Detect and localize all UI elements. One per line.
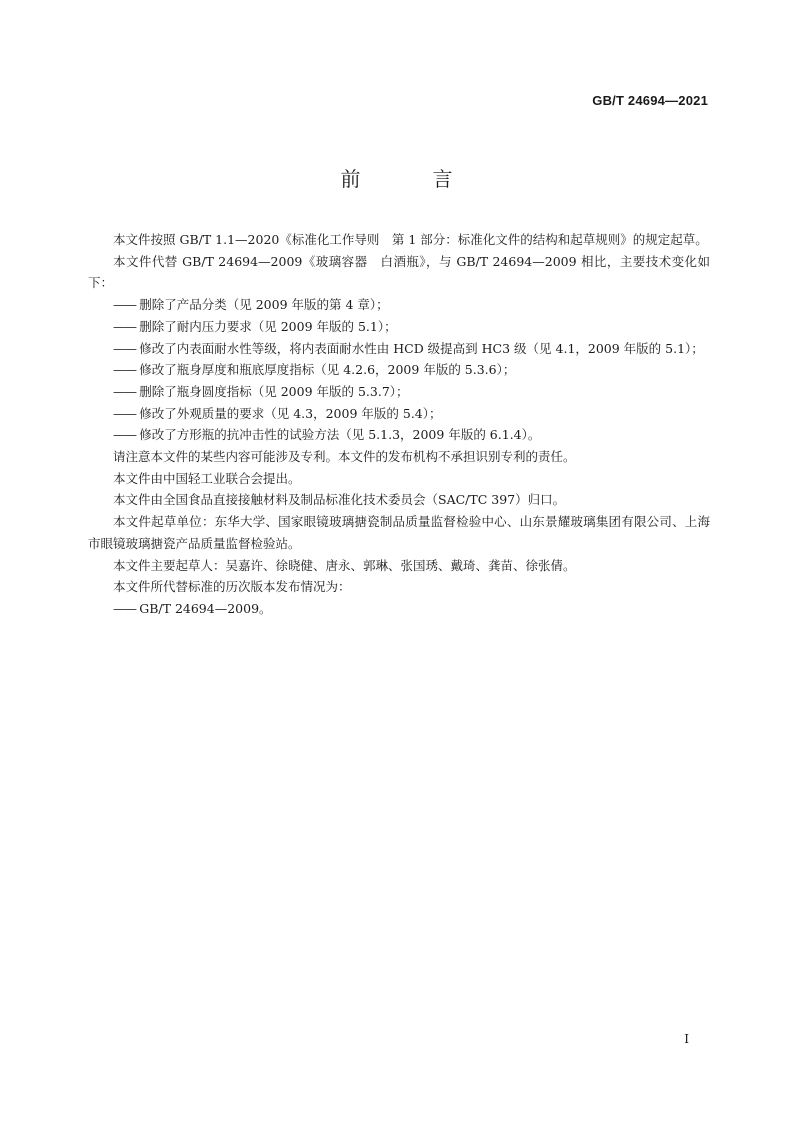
managed-by: 本文件由全国食品直接接触材料及制品标准化技术委员会（SAC/TC 397）归口。 — [113, 492, 566, 508]
dash-mark: —— — [113, 383, 136, 399]
change-item — [88, 294, 710, 316]
page-title: 前 言 — [340, 167, 479, 191]
dash-mark: —— — [113, 427, 136, 443]
change-item-text: 删除了瓶身圆度指标（见 2009 年版的 5.3.7）； — [139, 383, 409, 399]
page-number: I — [684, 1032, 689, 1046]
change-item — [88, 359, 710, 381]
dash-mark: —— — [113, 600, 136, 616]
proposed-by: 本文件由中国轻工业联合会提出。 — [113, 470, 301, 486]
change-item — [88, 338, 710, 360]
standard-number: GB/T 24694—2021 — [592, 93, 708, 108]
dash-mark: —— — [113, 318, 136, 334]
change-item-text: 删除了产品分类（见 2009 年版的第 4 章）； — [139, 297, 389, 313]
change-item-text: 修改了瓶身厚度和瓶底厚度指标（见 4.2.6，2009 年版的 5.3.6）； — [139, 362, 516, 378]
patent-notice: 请注意本文件的某些内容可能涉及专利。本文件的发布机构不承担识别专利的责任。 — [113, 449, 576, 465]
history-item — [88, 598, 710, 620]
change-item — [88, 403, 710, 425]
paragraph-replacement: 本文件代替 GB/T 24694—2009《玻璃容器 白酒瓶》，与 GB/T 24694—2009 相比，主要技术变化如下： — [88, 253, 710, 291]
change-item — [88, 381, 710, 403]
change-item — [88, 424, 710, 446]
dash-mark: —— — [113, 340, 136, 356]
history-item-text: GB/T 24694—2009。 — [139, 600, 272, 616]
change-item-text: 删除了耐内压力要求（见 2009 年版的 5.1）； — [139, 318, 397, 334]
change-item-text: 修改了方形瓶的抗冲击性的试验方法（见 5.1.3，2009 年版的 6.1.4）。 — [139, 427, 541, 443]
dash-mark: —— — [113, 362, 136, 378]
drafting-units: 本文件起草单位：东华大学、国家眼镜玻璃搪瓷制品质量监督检验中心、山东景耀玻璃集团有限公司、上海市眼镜玻璃搪瓷产品质量监督检验站。 — [88, 514, 710, 551]
dash-mark: —— — [113, 405, 136, 421]
paragraph-drafting-rules: 本文件按照 GB/T 1.1—2020《标准化工作导则 第 1 部分：标准化文件的结构和起草规则》的规定起草。 — [113, 232, 708, 247]
history-intro: 本文件所代替标准的历次版本发布情况为： — [113, 579, 351, 595]
dash-mark: —— — [113, 297, 136, 313]
change-item-text: 修改了外观质量的要求（见 4.3，2009 年版的 5.4）； — [139, 405, 442, 421]
change-item — [88, 316, 710, 338]
drafters: 本文件主要起草人：吴嘉许、徐晓健、唐永、郭琳、张国琇、戴琦、龚苗、徐张倩。 — [113, 557, 576, 573]
foreword-body — [88, 229, 710, 620]
change-item-text: 修改了内表面耐水性等级，将内表面耐水性由 HCD 级提高到 HC3 级（见 4.1，2009 年版的 5.1）； — [139, 340, 704, 356]
